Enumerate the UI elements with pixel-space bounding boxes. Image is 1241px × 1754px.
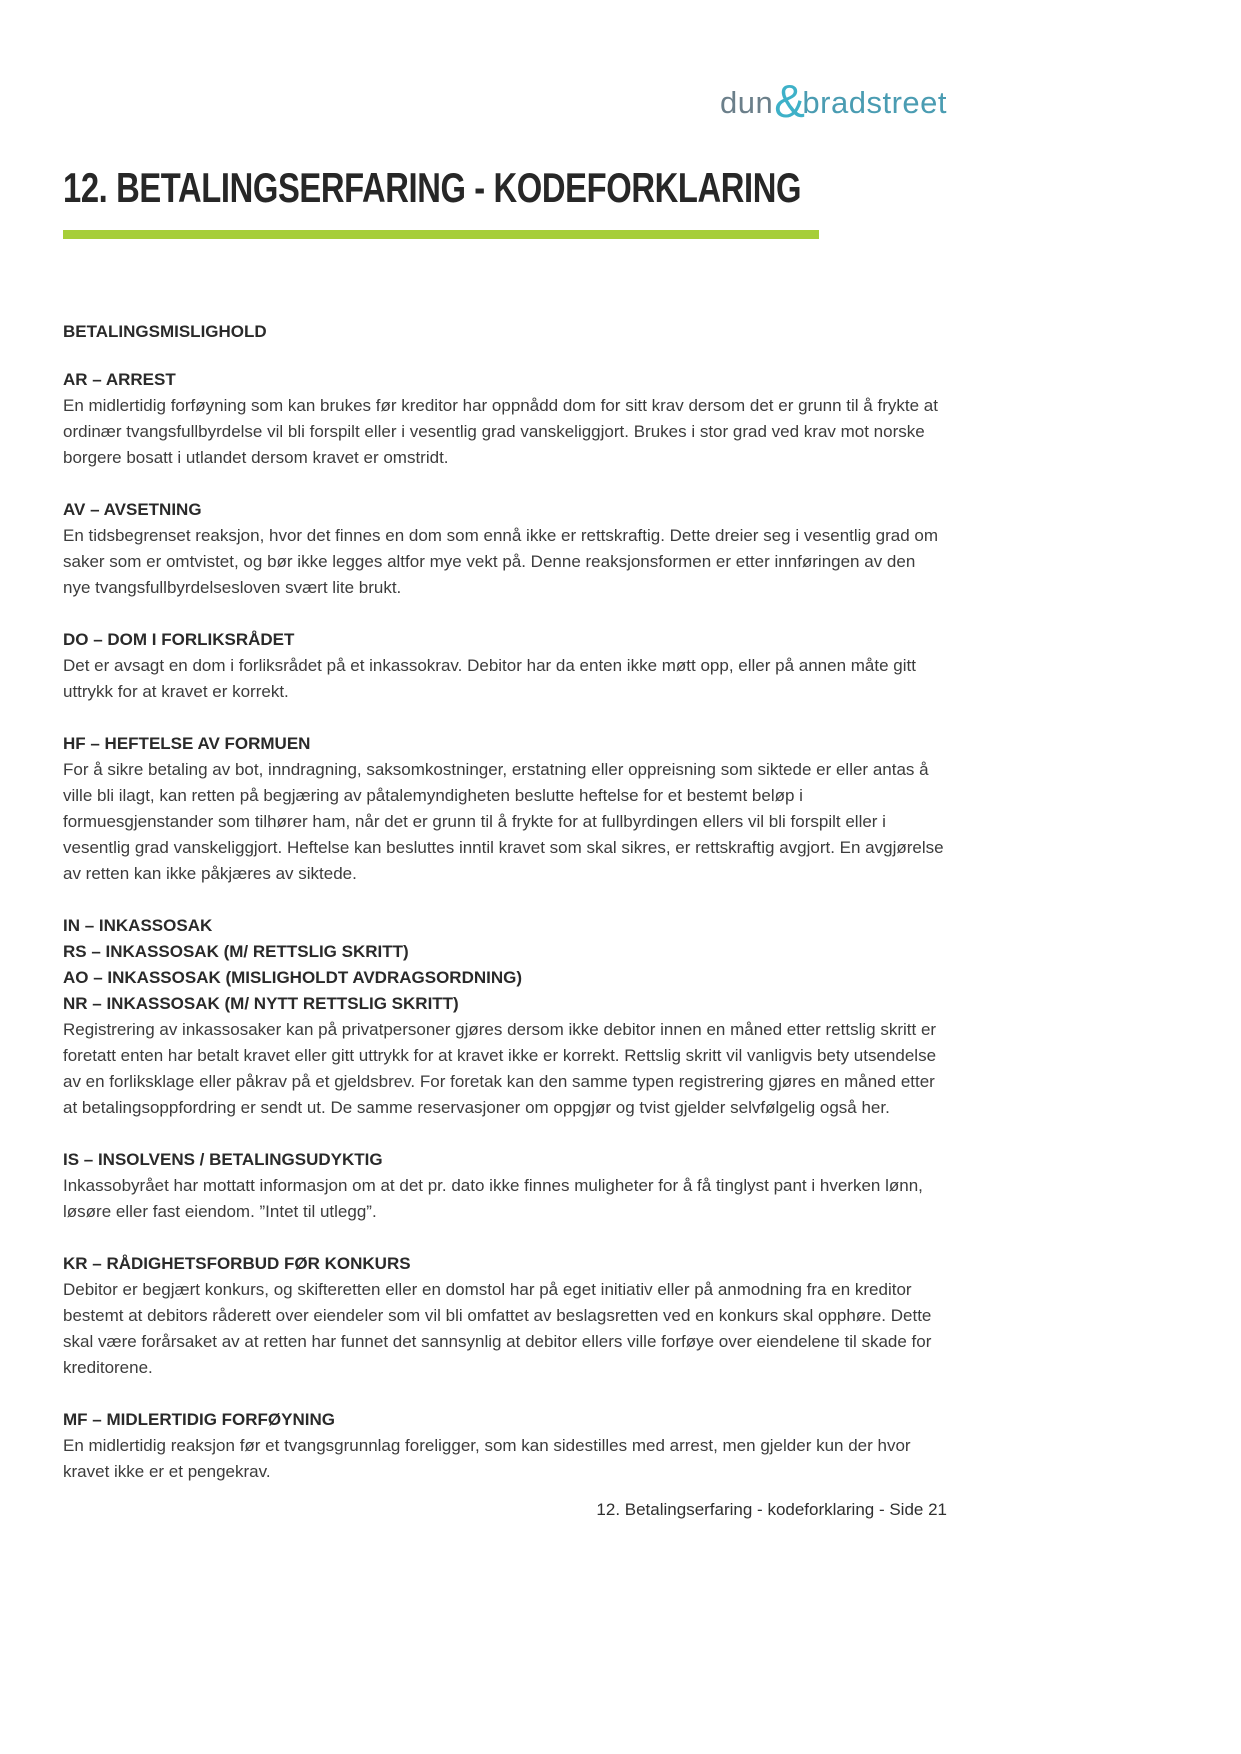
section-body: En midlertidig forføyning som kan brukes før kreditor har oppnådd dom for sitt krav dersom det er grunn til å frykte at ordinær tvangsfullbyrdelse vil bli forspilt eller i vesentlig grad vanskeliggjort. Brukes i stor grad ved krav mot norske borgere bosatt i utlandet dersom kravet er omstridt. bbox=[63, 396, 938, 467]
section-ar bbox=[63, 367, 947, 471]
section-inkassosak bbox=[63, 913, 947, 1121]
section-heading: RS – INKASSOSAK (M/ RETTSLIG SKRITT) bbox=[63, 942, 409, 961]
dun-bradstreet-logo bbox=[720, 70, 947, 127]
section-heading: AV – AVSETNING bbox=[63, 500, 202, 519]
section-do bbox=[63, 627, 947, 705]
section-heading: HF – HEFTELSE AV FORMUEN bbox=[63, 734, 311, 753]
section-heading: AR – ARREST bbox=[63, 370, 176, 389]
section-body: Registrering av inkassosaker kan på privatpersoner gjøres dersom ikke debitor innen en måned etter rettslig skritt er foretatt enten har betalt kravet eller gitt uttrykk for at kravet ikke er korrekt. Rettslig skritt vil vanligvis bety utsendelse av en forliksklage eller påkrav på et gjeldsbrev. For foretak kan den samme typen registrering gjøres en måned etter at betalingsoppfordring er sendt ut. De samme reservasjoner om oppgjør og tvist gjelder selvfølgelig også her. bbox=[63, 1020, 937, 1117]
section-is bbox=[63, 1147, 947, 1225]
page-title: 12. BETALINGSERFARING - KODEFORKLARING bbox=[63, 164, 802, 211]
section-av bbox=[63, 497, 947, 601]
section-body: Debitor er begjært konkurs, og skifteretten eller en domstol har på eget initiativ eller på anmodning fra en kreditor bestemt at debitors råderett over eiendeler som vil bli omfattet av beslagsretten ved en konkurs skal opphøre. Dette skal være forårsaket av at retten har funnet det sannsynlig at debitor ellers ville forføye over eiendelene til skade for kreditorene. bbox=[63, 1280, 932, 1377]
section-heading: IS – INSOLVENS / BETALINGSUDYKTIG bbox=[63, 1150, 383, 1169]
section-heading: IN – INKASSOSAK bbox=[63, 916, 213, 935]
section-heading: AO – INKASSOSAK (MISLIGHOLDT AVDRAGSORDNING) bbox=[63, 968, 523, 987]
section-heading: MF – MIDLERTIDIG FORFØYNING bbox=[63, 1410, 335, 1429]
section-body: En midlertidig reaksjon før et tvangsgrunnlag foreligger, som kan sidestilles med arrest, men gjelder kun der hvor kravet ikke er et pengekrav. bbox=[63, 1436, 911, 1481]
section-kr bbox=[63, 1251, 947, 1381]
section-body: Inkassobyrået har mottatt informasjon om at det pr. dato ikke finnes muligheter for å få tinglyst pant i hverken lønn, løsøre eller fast eiendom. ”Intet til utlegg”. bbox=[63, 1176, 923, 1221]
section-heading: NR – INKASSOSAK (M/ NYTT RETTSLIG SKRITT) bbox=[63, 994, 459, 1013]
logo-ampersand-icon: & bbox=[774, 75, 806, 127]
header bbox=[63, 70, 947, 127]
section-group-heading: BETALINGSMISLIGHOLD bbox=[63, 322, 267, 341]
section-hf bbox=[63, 731, 947, 887]
title-accent-bar bbox=[63, 230, 819, 239]
section-heading: KR – RÅDIGHETSFORBUD FØR KONKURS bbox=[63, 1254, 411, 1273]
section-body: En tidsbegrenset reaksjon, hvor det finnes en dom som ennå ikke er rettskraftig. Dette dreier seg i vesentlig grad om saker som er omtvistet, og bør ikke legges altfor mye vekt på. Denne reaksjonsformen er etter innføringen av den nye tvangsfullbyrdelsesloven svært lite brukt. bbox=[63, 526, 939, 597]
section-heading: DO – DOM I FORLIKSRÅDET bbox=[63, 630, 295, 649]
section-mf bbox=[63, 1407, 947, 1485]
section-body: Det er avsagt en dom i forliksrådet på et inkassokrav. Debitor har da enten ikke møtt opp, eller på annen måte gitt uttrykk for at kravet er korrekt. bbox=[63, 656, 916, 701]
page-footer: 12. Betalingserfaring - kodeforklaring - Side 21 bbox=[596, 1500, 947, 1519]
logo-text-bradstreet: bradstreet bbox=[802, 85, 947, 120]
logo-text-dun: dun bbox=[720, 85, 774, 120]
section-body: For å sikre betaling av bot, inndragning, saksomkostninger, erstatning eller oppreisning som siktede er eller antas å ville bli ilagt, kan retten på begjæring av påtalemyndigheten beslutte heftelse for et bestemt beløp i formuesgjenstander som tilhører ham, når det er grunn til å frykte for at fullbyrdingen ellers vil bli forspilt eller i vesentlig grad vanskeliggjort. Heftelse kan besluttes inntil kravet som skal sikres, er rettskraftig avgjort. En avgjørelse av retten kan ikke påkjæres av siktede. bbox=[63, 760, 944, 883]
